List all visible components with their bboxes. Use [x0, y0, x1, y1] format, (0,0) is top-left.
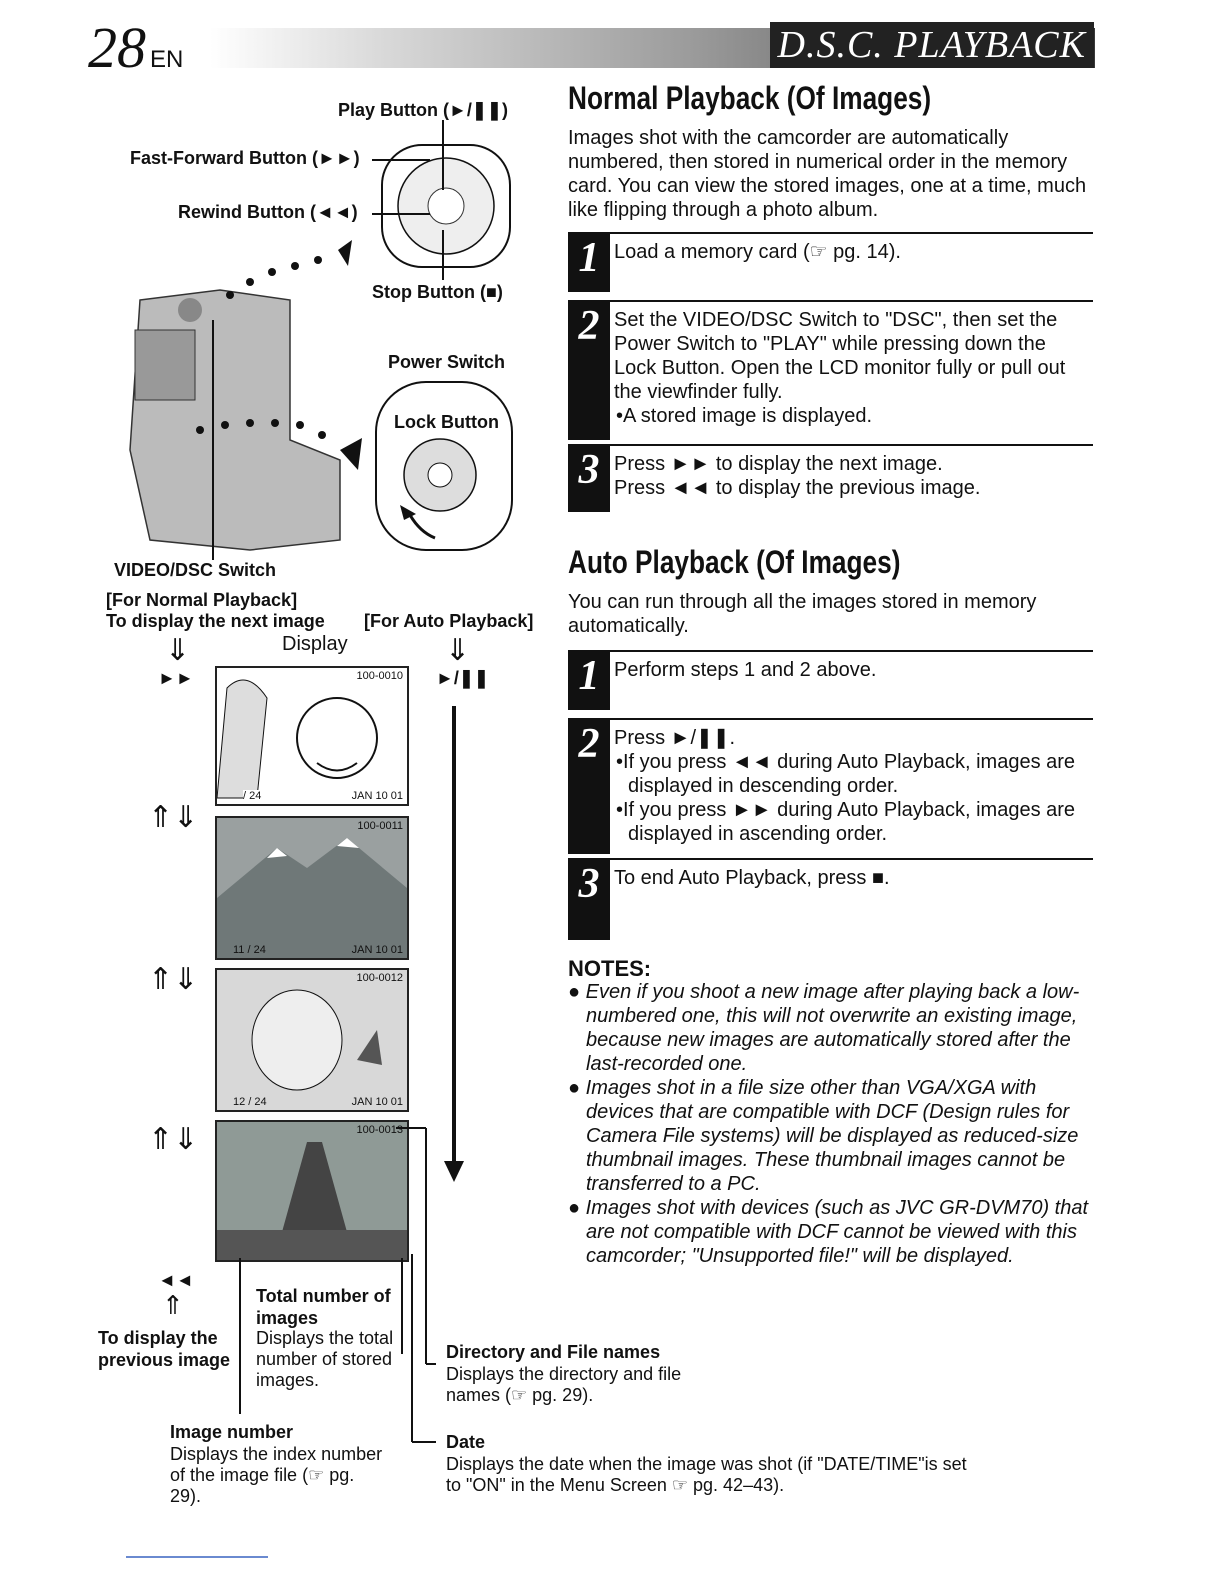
note-item: ● Even if you shoot a new image after playing back a low-numbered one, this will not overwrite an existing image, because new images are automatically stored after the last-recorded one. — [568, 981, 1080, 1075]
image-number-title: Image number — [170, 1422, 294, 1442]
notes-title: NOTES: — [568, 956, 652, 981]
dir-desc: Displays the directory and file names (☞ pg. 29). — [446, 1364, 682, 1405]
total-title-2: images — [256, 1308, 319, 1328]
footer-rule — [126, 1556, 268, 1558]
rew-symbol: ◄◄ — [158, 1270, 194, 1290]
auto-step-3: 3 To end Auto Playback, press ■. — [568, 858, 1093, 940]
arrow-down-icon: ⇓ — [445, 634, 471, 667]
thumbnail-mountain: 100-0011 11 / 24 JAN 10 01 — [215, 816, 409, 960]
normal-intro: Images shot with the camcorder are automatically numbered, then stored in numerical order in the memory card. You can view the stored images, one at a time, much like flipping through a photo album. — [568, 127, 1087, 221]
for-normal-label: [For Normal Playback] — [106, 590, 298, 610]
note-item: ● Images shot with devices (such as JVC GR-DVM70) that are not compatible with DCF cannot be viewed with this camcorder; "Unsupported file!" will be displayed. — [568, 1197, 1089, 1267]
section-title: D.S.C. PLAYBACK — [770, 22, 1095, 68]
dir-title: Directory and File names — [446, 1342, 661, 1362]
date-title: Date — [446, 1432, 486, 1452]
to-display-previous-1: To display the — [98, 1328, 218, 1348]
camcorder-body — [130, 290, 340, 550]
page-number: 28 EN — [88, 15, 184, 80]
auto-intro: You can run through all the images stored in memory automatically. — [568, 591, 1037, 637]
ff-symbol: ►► — [158, 668, 194, 688]
to-display-next-label: To display the next image — [106, 611, 325, 631]
auto-playback-title: Auto Playback (Of Images) — [568, 544, 901, 580]
normal-step-2: 2 Set the VIDEO/DSC Switch to "DSC", then set the Power Switch to "PLAY" while pressing down the Lock Button. Open the LCD monitor fully or pull out the viewfinder fully. •A stored image is displayed. — [568, 300, 1093, 442]
auto-step-1: 1 Perform steps 1 and 2 above. — [568, 650, 1093, 712]
video-dsc-switch-label: VIDEO/DSC Switch — [114, 560, 277, 580]
auto-playback-arrow-icon — [440, 706, 470, 1184]
stop-button-label: Stop Button (■) — [372, 282, 503, 302]
rewind-button-label: Rewind Button (◄◄) — [178, 202, 358, 222]
lock-button-label: Lock Button — [394, 412, 499, 432]
up-down-arrow-icon: ⇑⇓ — [148, 963, 199, 996]
thumbnail-cartoon: 100-0010 / 24 JAN 10 01 — [215, 666, 409, 806]
up-down-arrow-icon: ⇑⇓ — [148, 1123, 199, 1156]
thumbnail-tower: 100-0013 — [215, 1120, 409, 1262]
ff-button-label: Fast-Forward Button (►►) — [130, 148, 360, 168]
callout-lines — [236, 1124, 436, 1444]
play-symbol: ►/❚❚ — [436, 668, 489, 688]
play-button-label: Play Button (►/❚❚) — [338, 100, 508, 120]
thumbnail-woman: 100-0012 12 / 24 JAN 10 01 — [215, 968, 409, 1112]
image-number-desc: Displays the index number of the image file (☞ pg. 29). — [170, 1444, 383, 1506]
display-label: Display — [282, 633, 348, 655]
auto-step-2: 2 Press ►/❚❚. •If you press ◄◄ during Auto Playback, images are displayed in descending order. •If you press ►► during Auto Playback, images are displayed in ascending order. — [568, 718, 1093, 856]
notes-list — [566, 980, 1092, 1268]
normal-step-3: 3 Press ►► to display the next image. Press ◄◄ to display the previous image. — [568, 444, 1093, 512]
power-switch-label: Power Switch — [388, 352, 506, 372]
note-item: ● Images shot in a file size other than VGA/XGA with devices that are compatible with DCF (Design rules for Camera File systems) will be displayed as reduced-size thumbnail images. These thumbnail images cannot be transferred to a PC. — [568, 1077, 1079, 1195]
arrow-down-icon: ⇓ — [165, 634, 191, 667]
to-display-previous-2: previous image — [98, 1350, 231, 1370]
normal-step-1: 1 Load a memory card (☞ pg. 14). — [568, 232, 1093, 294]
arrow-up-icon: ⇑ — [162, 1290, 184, 1320]
total-desc: Displays the total number of stored images. — [256, 1328, 394, 1390]
date-desc: Displays the date when the image was shot (if "DATE/TIME"is set to "ON" in the Menu Screen ☞ pg. 42–43). — [446, 1454, 967, 1495]
total-title-1: Total number of — [256, 1286, 391, 1306]
camera-diagram — [100, 120, 530, 580]
up-down-arrow-icon: ⇑⇓ — [148, 801, 199, 834]
normal-playback-title: Normal Playback (Of Images) — [568, 80, 932, 116]
for-auto-label: [For Auto Playback] — [364, 611, 534, 631]
